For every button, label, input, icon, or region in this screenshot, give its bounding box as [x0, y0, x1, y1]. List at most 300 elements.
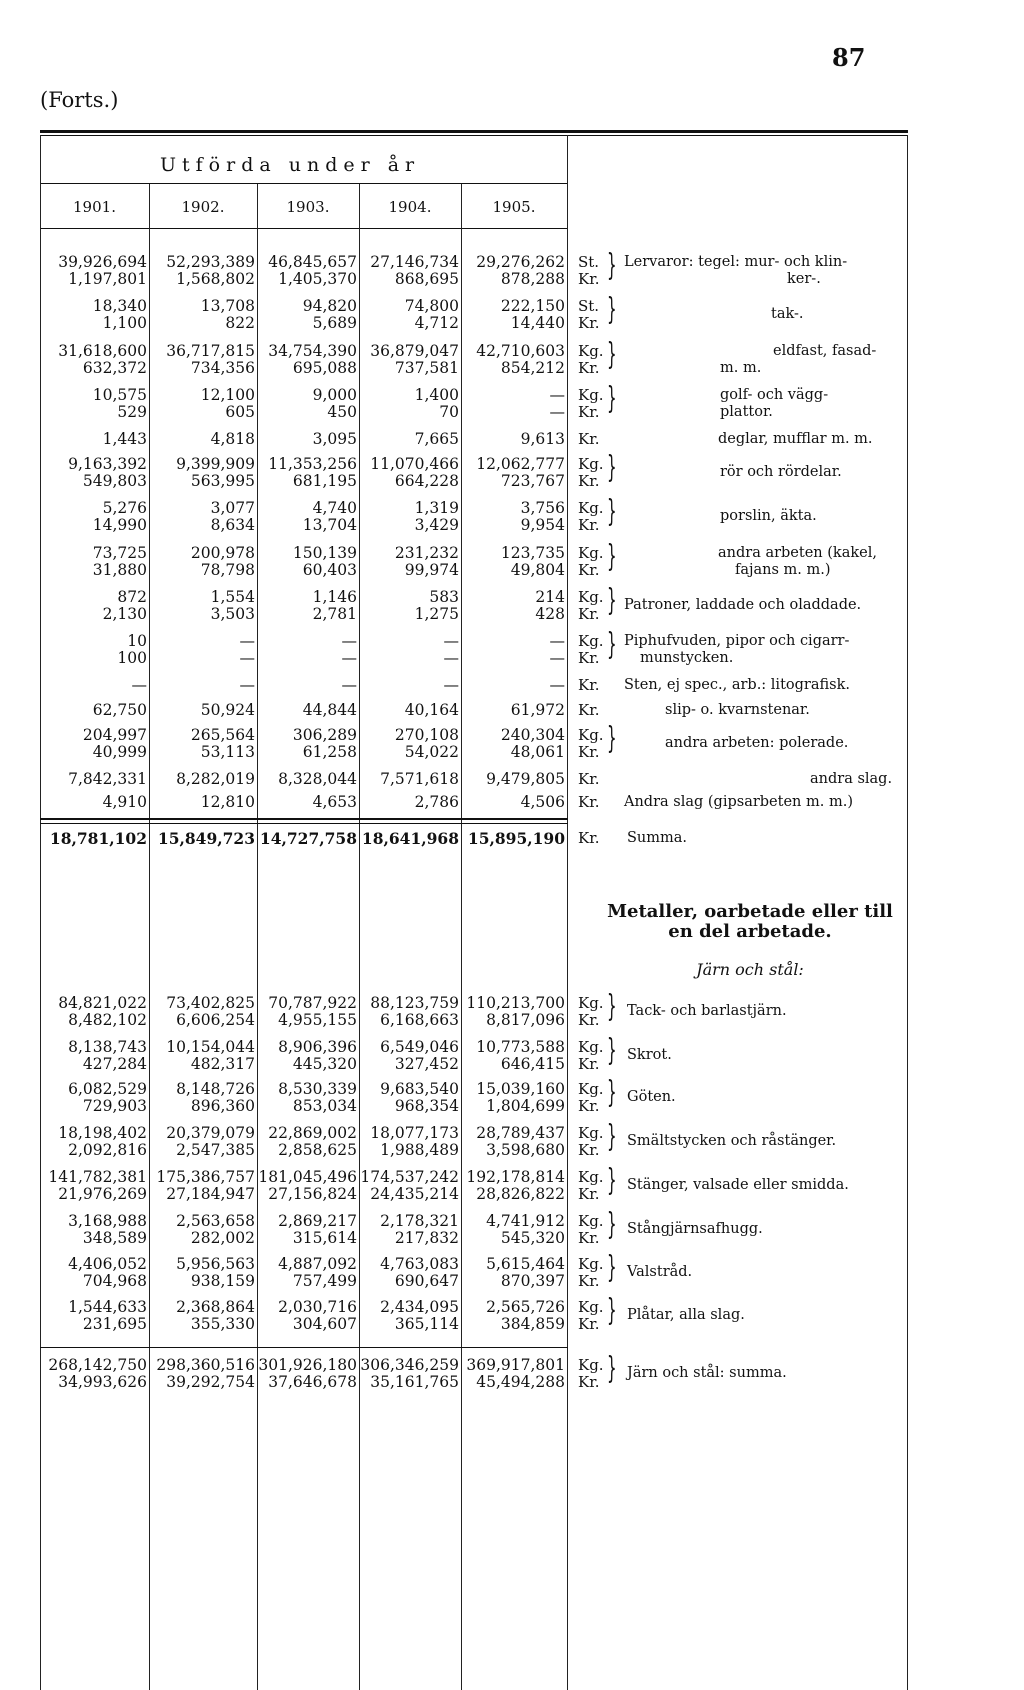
table-cell — [39, 298, 147, 332]
value-quantity: 240,304 — [500, 726, 565, 744]
value-amount: — — [239, 649, 255, 667]
row-description: Sten, ej spec., arb.: litografisk. — [624, 677, 850, 693]
row-description: andra arbeten: polerade. — [665, 735, 849, 751]
row-description: andra slag. — [810, 771, 893, 787]
unit-label: Kg. — [578, 1255, 604, 1273]
year-header: 1901. — [73, 198, 116, 216]
table-cell — [457, 677, 565, 694]
value-amount: 968,354 — [394, 1097, 459, 1115]
value-amount: 231,695 — [82, 1315, 147, 1333]
value-quantity: 4,740 — [312, 499, 357, 517]
value-amount: 70 — [439, 403, 459, 421]
value-amount: 49,804 — [510, 561, 565, 579]
value-amount: 878,288 — [500, 270, 565, 288]
value-amount: 327,452 — [394, 1055, 459, 1073]
value-quantity: 12,100 — [200, 386, 255, 404]
row-description: slip- o. kvarnstenar. — [665, 702, 810, 718]
value-quantity: 9,163,392 — [68, 455, 147, 473]
table-cell — [249, 633, 357, 667]
value-quantity: 298,360,516 — [156, 1356, 255, 1374]
value-quantity: 7,665 — [414, 430, 459, 448]
value-quantity: 34,754,390 — [268, 342, 357, 360]
column-line — [567, 135, 568, 1690]
value-quantity: — — [549, 632, 565, 650]
value-amount: 450 — [327, 403, 357, 421]
value-quantity: 306,346,259 — [360, 1356, 459, 1374]
caption-rule — [40, 183, 568, 184]
value-amount: 61,258 — [302, 743, 357, 761]
table-cell — [147, 1357, 255, 1391]
value-quantity: 62,750 — [92, 701, 147, 719]
table-cell — [39, 1357, 147, 1391]
value-amount: — — [549, 403, 565, 421]
table-cell — [457, 431, 565, 448]
value-quantity: 2,786 — [414, 793, 459, 811]
table-cell — [351, 500, 459, 534]
value-quantity: 150,139 — [292, 544, 357, 562]
value-quantity: 2,368,864 — [176, 1298, 255, 1316]
value-amount: 384,859 — [500, 1315, 565, 1333]
value-quantity: 1,146 — [312, 588, 357, 606]
value-quantity: 31,618,600 — [58, 342, 147, 360]
value-amount: 549,803 — [82, 472, 147, 490]
value-quantity: 7,842,331 — [68, 770, 147, 788]
table-cell — [351, 431, 459, 448]
summa-cell — [351, 830, 459, 847]
table-cell — [249, 298, 357, 332]
table-cell — [351, 589, 459, 623]
value-amount: 563,995 — [190, 472, 255, 490]
table-cell — [147, 1169, 255, 1203]
value-quantity: 13,708 — [200, 297, 255, 315]
table-cell — [249, 794, 357, 811]
unit-label: Kr. — [578, 1011, 600, 1029]
value-amount: 757,499 — [292, 1272, 357, 1290]
table-cell — [249, 343, 357, 377]
table-cell — [249, 589, 357, 623]
value-amount: 4,712 — [414, 314, 459, 332]
value-quantity: 88,123,759 — [370, 994, 459, 1012]
table-cell — [351, 727, 459, 761]
unit-label: Kr. — [578, 605, 600, 623]
value-amount: 355,330 — [190, 1315, 255, 1333]
table-cell — [147, 343, 255, 377]
continuation-label: (Forts.) — [40, 88, 119, 112]
value-amount: 348,589 — [82, 1229, 147, 1247]
value-quantity: 3,077 — [210, 499, 255, 517]
value-amount: 445,320 — [292, 1055, 357, 1073]
value-quantity: 8,328,044 — [278, 770, 357, 788]
brace-icon: } — [607, 381, 617, 416]
header-rule — [40, 228, 568, 229]
row-description: Plåtar, alla slag. — [627, 1307, 745, 1323]
value-quantity: 174,537,242 — [360, 1168, 459, 1186]
value-amount: 646,415 — [500, 1055, 565, 1073]
value-quantity: 15,039,160 — [476, 1080, 565, 1098]
table-cell — [249, 995, 357, 1029]
value-quantity: 270,108 — [394, 726, 459, 744]
value-amount: 2,858,625 — [278, 1141, 357, 1159]
brace-icon: } — [607, 248, 617, 283]
unit-label: Kr. — [578, 1097, 600, 1115]
table-cell — [39, 456, 147, 490]
row-description: fajans m. m.) — [735, 562, 831, 578]
value-amount: 31,880 — [92, 561, 147, 579]
table-cell — [457, 1299, 565, 1333]
value-amount: 40,999 — [92, 743, 147, 761]
unit-label: Kr. — [578, 701, 600, 719]
value-quantity: 4,741,912 — [486, 1212, 565, 1230]
value-amount: 315,614 — [292, 1229, 357, 1247]
value-amount: 723,767 — [500, 472, 565, 490]
value-quantity: 10,154,044 — [166, 1038, 255, 1056]
value-quantity: 18,641,968 — [361, 829, 459, 848]
value-quantity: 8,282,019 — [176, 770, 255, 788]
value-amount: 734,356 — [190, 359, 255, 377]
value-amount: 868,695 — [394, 270, 459, 288]
value-amount: 282,002 — [190, 1229, 255, 1247]
unit-label: Kg. — [578, 1038, 604, 1056]
value-quantity: 27,146,734 — [370, 253, 459, 271]
value-quantity: — — [131, 676, 147, 694]
row-description: m. m. — [720, 360, 762, 376]
table-cell — [147, 1125, 255, 1159]
brace-icon: } — [607, 1163, 617, 1198]
row-description: Stångjärnsafhugg. — [627, 1221, 763, 1237]
table-cell — [147, 254, 255, 288]
row-description: rör och rördelar. — [720, 464, 842, 480]
table-cell — [351, 1256, 459, 1290]
page-number: 87 — [832, 43, 866, 72]
table-cell — [351, 771, 459, 788]
row-description: Summa. — [627, 830, 688, 846]
row-description: Andra slag (gipsarbeten m. m.) — [624, 794, 853, 810]
unit-label: Kr. — [578, 1315, 600, 1333]
value-quantity: 18,340 — [92, 297, 147, 315]
value-quantity: 11,070,466 — [370, 455, 459, 473]
unit-label: Kr. — [578, 430, 600, 448]
table-cell — [457, 1357, 565, 1391]
brace-icon: } — [607, 450, 617, 485]
table-cell — [457, 702, 565, 719]
value-amount: — — [443, 649, 459, 667]
value-quantity: 214 — [535, 588, 565, 606]
value-amount: — — [549, 649, 565, 667]
brace-icon: } — [607, 1033, 617, 1068]
value-quantity: 5,956,563 — [176, 1255, 255, 1273]
summa-rule-thin — [40, 823, 568, 824]
table-cell — [351, 1125, 459, 1159]
table-cell — [249, 677, 357, 694]
value-quantity: — — [239, 676, 255, 694]
value-amount: 428 — [535, 605, 565, 623]
table-cell — [249, 727, 357, 761]
value-amount: 35,161,765 — [370, 1373, 459, 1391]
value-quantity: 306,289 — [292, 726, 357, 744]
brace-icon: } — [607, 583, 617, 618]
value-amount: 100 — [117, 649, 147, 667]
value-amount: 27,184,947 — [166, 1185, 255, 1203]
unit-label: Kr. — [578, 561, 600, 579]
value-amount: 5,689 — [312, 314, 357, 332]
value-quantity: 4,818 — [210, 430, 255, 448]
brace-icon: } — [607, 1075, 617, 1110]
table-cell — [249, 1169, 357, 1203]
value-amount: 690,647 — [394, 1272, 459, 1290]
unit-label: Kr. — [578, 516, 600, 534]
row-description: Järn och stål: summa. — [627, 1365, 787, 1381]
table-cell — [457, 794, 565, 811]
value-quantity: 73,402,825 — [166, 994, 255, 1012]
table-cell — [457, 1213, 565, 1247]
value-amount: 938,159 — [190, 1272, 255, 1290]
value-quantity: 22,869,002 — [268, 1124, 357, 1142]
value-quantity: 6,082,529 — [68, 1080, 147, 1098]
value-amount: 45,494,288 — [476, 1373, 565, 1391]
value-amount: 3,429 — [414, 516, 459, 534]
unit-label: Kr. — [578, 359, 600, 377]
value-quantity: 44,844 — [302, 701, 357, 719]
value-quantity: 9,479,805 — [486, 770, 565, 788]
value-quantity: 6,549,046 — [380, 1038, 459, 1056]
value-quantity: 5,615,464 — [486, 1255, 565, 1273]
value-amount: 14,440 — [510, 314, 565, 332]
value-quantity: 15,895,190 — [467, 829, 565, 848]
value-amount: 704,968 — [82, 1272, 147, 1290]
value-amount: 1,197,801 — [68, 270, 147, 288]
unit-label: Kg. — [578, 544, 604, 562]
table-cell — [249, 1125, 357, 1159]
row-description: andra arbeten (kakel, — [718, 545, 877, 561]
brace-icon: } — [607, 1293, 617, 1328]
table-cell — [249, 1213, 357, 1247]
unit-label: Kr. — [578, 676, 600, 694]
table-cell — [351, 1039, 459, 1073]
table-cell — [147, 1039, 255, 1073]
table-cell — [249, 545, 357, 579]
value-quantity: 231,232 — [394, 544, 459, 562]
value-quantity: — — [443, 632, 459, 650]
value-quantity: 4,910 — [102, 793, 147, 811]
value-amount: 896,360 — [190, 1097, 255, 1115]
unit-label: Kg. — [578, 499, 604, 517]
value-amount: 1,405,370 — [278, 270, 357, 288]
value-quantity: 10,575 — [92, 386, 147, 404]
unit-label: Kr. — [578, 649, 600, 667]
table-cell — [249, 702, 357, 719]
value-amount: 427,284 — [82, 1055, 147, 1073]
value-quantity: 872 — [117, 588, 147, 606]
unit-label: Kg. — [578, 588, 604, 606]
table-cell — [39, 545, 147, 579]
value-quantity: 14,727,758 — [259, 829, 357, 848]
unit-label: Kr. — [578, 314, 600, 332]
section-title-line: en del arbetade. — [668, 921, 832, 942]
table-cell — [249, 254, 357, 288]
table-cell — [351, 1299, 459, 1333]
row-description: porslin, äkta. — [720, 508, 817, 524]
unit-label: Kr. — [578, 770, 600, 788]
value-amount: 2,547,385 — [176, 1141, 255, 1159]
table-cell — [249, 771, 357, 788]
value-quantity: 9,683,540 — [380, 1080, 459, 1098]
value-quantity: 1,554 — [210, 588, 255, 606]
row-description: munstycken. — [640, 650, 734, 666]
table-cell — [39, 387, 147, 421]
value-quantity: 18,077,173 — [370, 1124, 459, 1142]
row-description: eldfast, fasad- — [773, 343, 877, 359]
year-header: 1902. — [181, 198, 225, 216]
value-amount: 34,993,626 — [58, 1373, 147, 1391]
table-cell — [147, 771, 255, 788]
value-quantity: 301,926,180 — [258, 1356, 357, 1374]
value-quantity: 265,564 — [190, 726, 255, 744]
table-cell — [457, 545, 565, 579]
value-quantity: — — [443, 676, 459, 694]
row-description: Stänger, valsade eller smidda. — [627, 1177, 849, 1193]
table-cell — [457, 1256, 565, 1290]
value-quantity: 7,571,618 — [380, 770, 459, 788]
table-cell — [351, 254, 459, 288]
value-amount: 99,974 — [404, 561, 459, 579]
brace-icon: } — [607, 1351, 617, 1386]
table-cell — [39, 254, 147, 288]
value-quantity: 18,198,402 — [58, 1124, 147, 1142]
table-cell — [351, 995, 459, 1029]
value-quantity: 8,138,743 — [68, 1038, 147, 1056]
table-cell — [457, 1081, 565, 1115]
value-amount: 3,598,680 — [486, 1141, 565, 1159]
unit-label: Kg. — [578, 455, 604, 473]
value-quantity: 2,030,716 — [278, 1298, 357, 1316]
row-description: golf- och vägg- — [720, 387, 829, 403]
unit-label: Kr. — [578, 1185, 600, 1203]
value-quantity: 9,613 — [520, 430, 565, 448]
table-cell — [39, 702, 147, 719]
unit-label: Kr. — [578, 403, 600, 421]
summa-rule — [40, 818, 568, 820]
brace-icon: } — [607, 1207, 617, 1242]
table-cell — [147, 500, 255, 534]
unit-label: Kg. — [578, 1124, 604, 1142]
value-amount: 1,275 — [414, 605, 459, 623]
table-cell — [147, 1213, 255, 1247]
unit-label: Kg. — [578, 1298, 604, 1316]
value-amount: 529 — [117, 403, 147, 421]
value-amount: 8,482,102 — [68, 1011, 147, 1029]
value-quantity: 29,276,262 — [476, 253, 565, 271]
unit-label: Kg. — [578, 1212, 604, 1230]
table-cell — [147, 456, 255, 490]
section-title — [585, 902, 915, 942]
value-quantity: 369,917,801 — [466, 1356, 565, 1374]
table-cell — [351, 1213, 459, 1247]
brace-icon: } — [607, 337, 617, 372]
value-quantity: 4,653 — [312, 793, 357, 811]
value-quantity: 192,178,814 — [466, 1168, 565, 1186]
value-quantity: 4,406,052 — [68, 1255, 147, 1273]
unit-label: Kg. — [578, 994, 604, 1012]
table-cell — [39, 1299, 147, 1333]
value-quantity: 5,276 — [102, 499, 147, 517]
value-quantity: 200,978 — [190, 544, 255, 562]
row-description: Göten. — [627, 1089, 676, 1105]
table-cell — [351, 794, 459, 811]
value-quantity: 110,213,700 — [466, 994, 565, 1012]
table-cell — [39, 1256, 147, 1290]
value-amount: 632,372 — [82, 359, 147, 377]
value-amount: 1,100 — [102, 314, 147, 332]
value-quantity: 11,353,256 — [268, 455, 357, 473]
summa-cell — [249, 830, 357, 847]
table-cell — [147, 1081, 255, 1115]
unit-label: Kg. — [578, 342, 604, 360]
section-title-line: Metaller, oarbetade eller till — [607, 901, 893, 922]
value-amount: 39,292,754 — [166, 1373, 255, 1391]
table-cell — [457, 387, 565, 421]
value-amount: 21,976,269 — [58, 1185, 147, 1203]
table-cell — [147, 702, 255, 719]
unit-label: Kg. — [578, 726, 604, 744]
value-amount: 78,798 — [200, 561, 255, 579]
unit-label: Kr. — [578, 743, 600, 761]
brace-icon: } — [607, 1250, 617, 1285]
unit-label: Kr. — [578, 1272, 600, 1290]
row-description: Valstråd. — [627, 1264, 693, 1280]
table-cell — [39, 633, 147, 667]
table-cell — [351, 1169, 459, 1203]
value-quantity: 40,164 — [404, 701, 459, 719]
table-cell — [249, 1256, 357, 1290]
value-quantity: 2,178,321 — [380, 1212, 459, 1230]
value-amount: 6,168,663 — [380, 1011, 459, 1029]
value-quantity: 10 — [127, 632, 147, 650]
unit-label: Kr. — [578, 1373, 600, 1391]
table-cell — [457, 1169, 565, 1203]
value-amount: 28,826,822 — [476, 1185, 565, 1203]
unit-label: Kg. — [578, 1356, 604, 1374]
value-quantity: 8,906,396 — [278, 1038, 357, 1056]
value-quantity: 1,544,633 — [68, 1298, 147, 1316]
unit-label: Kr. — [578, 1141, 600, 1159]
value-quantity: 1,443 — [102, 430, 147, 448]
value-quantity: 204,997 — [82, 726, 147, 744]
summa-cell — [457, 830, 565, 847]
table-cell — [147, 589, 255, 623]
unit-label: Kg. — [578, 386, 604, 404]
value-quantity: 141,782,381 — [48, 1168, 147, 1186]
value-quantity: 84,821,022 — [58, 994, 147, 1012]
unit-label: Kr. — [578, 1229, 600, 1247]
table-cell — [147, 677, 255, 694]
unit-label: Kr. — [578, 1055, 600, 1073]
brace-icon: } — [607, 292, 617, 327]
table-cell — [457, 456, 565, 490]
table-cell — [147, 727, 255, 761]
value-quantity: 36,717,815 — [166, 342, 255, 360]
table-cell — [457, 500, 565, 534]
table-cell — [147, 387, 255, 421]
value-quantity: 583 — [429, 588, 459, 606]
row-description: Skrot. — [627, 1047, 672, 1063]
table-cell — [39, 500, 147, 534]
row-description: Smältstycken och råstänger. — [627, 1133, 837, 1149]
value-quantity: 15,849,723 — [157, 829, 255, 848]
table-cell — [351, 633, 459, 667]
value-quantity: 2,869,217 — [278, 1212, 357, 1230]
value-quantity: 181,045,496 — [258, 1168, 357, 1186]
table-cell — [147, 298, 255, 332]
